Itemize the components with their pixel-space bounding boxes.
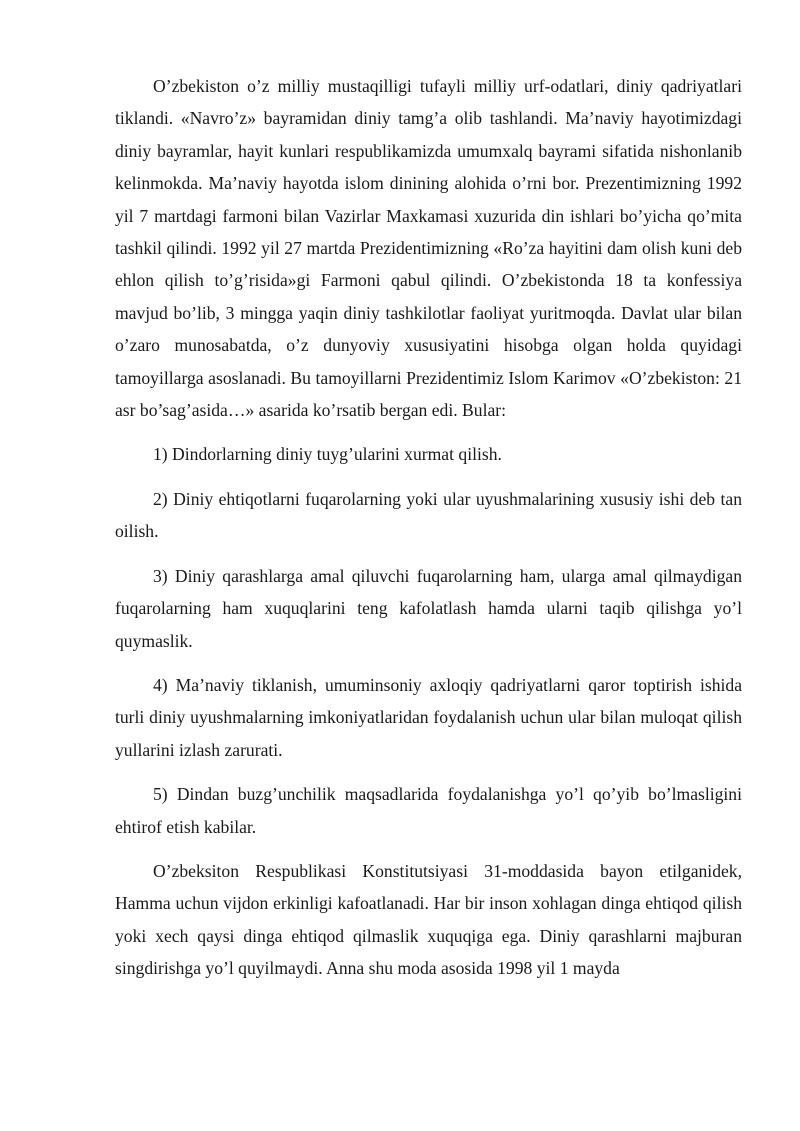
principle-4-paragraph: 4) Ma’naviy tiklanish, umuminsoniy axloqiy qadriyatlarni qaror toptirish ishida turli diniy uyushmalarning imkoniyatlaridan foydalanish uchun ular bilan muloqat qilish yullarini izlash zarurati.	[115, 674, 742, 760]
constitution-paragraph: O’zbeksiton Respublikasi Konstitutsiyasi 31-moddasida bayon etilganidek, Hamma uchun vijdon erkinligi kafoatlanadi. Har bir inson xohlagan dinga ehtiqod qilish yoki xech qaysi dinga ehtiqod qilmaslik xuquqiga ega. Diniy qarashlarni majburan singdirishga yo’l quyilmaydi. Anna shu moda asosida 1998 yil 1 mayda	[115, 860, 742, 979]
intro-paragraph: O’zbekiston o’z milliy mustaqilligi tufayli milliy urf-odatlari, diniy qadriyatlari tiklandi. «Navro’z» bayramidan diniy tamg’a olib tashlandi. Ma’naviy hayotimizdagi diniy bayramlar, hayit kunlari respublikamizda umumxalq bayrami sifatida nishonlanib kelinmokda. Ma’naviy hayotda islom dinining alohida o’rni bor. Prezentimizning 1992 yil 7 martdagi farmoni bilan Vazirlar Maxkamasi xuzurida din ishlari bo’yicha qo’mita tashkil qilindi. 1992 yil 27 martda Prezidentimizning «Ro’za hayitini dam olish kuni deb ehlon qilish to’g’risida»gi Farmoni qabul qilindi. O’zbekistonda 18 ta konfessiya mavjud bo’lib, 3 mingga yaqin diniy tashkilotlar faoliyat yuritmoqda. Davlat ular bilan o’zaro munosabatda, o’z dunyoviy xususiyatini hisobga olgan holda quyidagi tamoyillarga asoslanadi. Bu tamoyillarni Prezidentimiz Islom Karimov «O’zbekiston: 21 asr bo’sag’asida…» asarida ko’rsatib bergan edi. Bular:	[115, 76, 742, 421]
principle-2-paragraph: 2) Diniy ehtiqotlarni fuqarolarning yoki ular uyushmalarining xususiy ishi deb tan oilish.	[115, 488, 742, 542]
document-page	[115, 70, 742, 985]
principle-1-paragraph: 1) Dindorlarning diniy tuyg’ularini xurmat qilish.	[153, 444, 502, 465]
principle-3-paragraph: 3) Diniy qarashlarga amal qiluvchi fuqarolarning ham, ularga amal qilmaydigan fuqarolarning ham xuquqlarini teng kafolatlash hamda ularni taqib qilishga yo’l quymaslik.	[115, 565, 742, 651]
principle-5-paragraph: 5) Dindan buzg’unchilik maqsadlarida foydalanishga yo’l qo’yib bo’lmasligini ehtirof etish kabilar.	[115, 784, 742, 837]
